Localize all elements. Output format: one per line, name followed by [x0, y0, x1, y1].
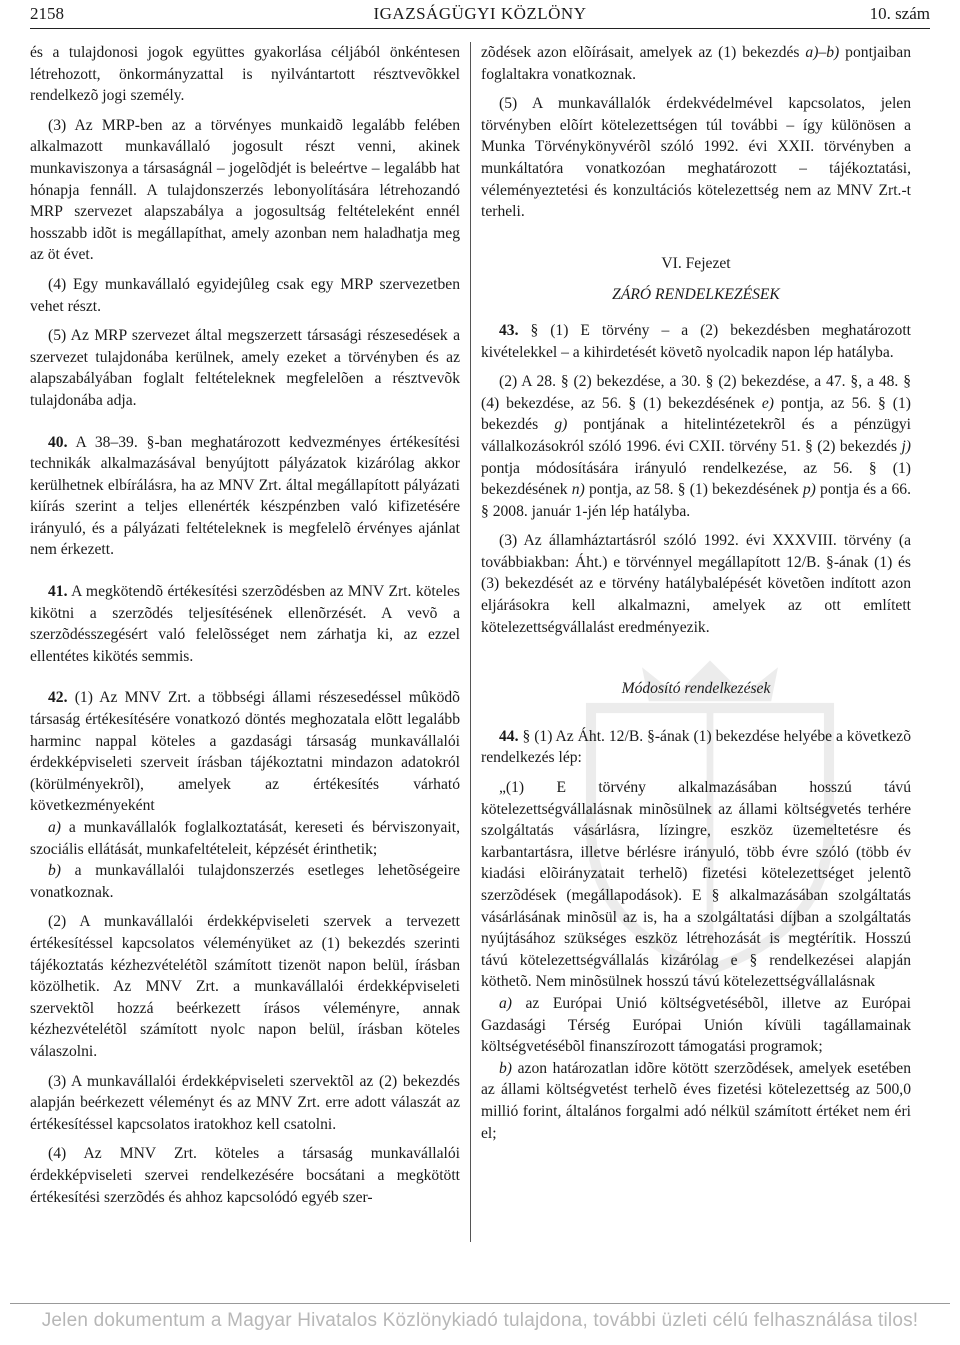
section-sign-icon: § [146, 433, 155, 451]
page-header [30, 2, 930, 29]
subsection-heading: Módosító rendelkezések [621, 680, 771, 698]
list-item [30, 817, 460, 860]
section-number: 41. [48, 583, 68, 601]
chapter-title: ZÁRÓ RENDELKEZÉSEK [612, 286, 780, 304]
text-run: g) [554, 416, 568, 434]
text-run: a)–b) [805, 44, 840, 61]
list-text: a munkavállalói tulajdonszerzés esetleges lehetõségeire vonatkoznak. [30, 862, 460, 901]
paragraph: (4) Egy munkavállaló egyidejûleg csak egy MRP szervezetben vehet részt. [30, 275, 460, 315]
chapter-heading: VI. Fejezet [661, 254, 731, 272]
list-label: a) [48, 819, 61, 836]
page-number: 2158 [30, 4, 64, 23]
text-run: n) [571, 481, 585, 499]
section-text: (1) Az Áht. 12/B. §-ának (1) bekezdése helyébe a következõ rendelkezés lép: [481, 727, 912, 767]
section-text: -ban meghatározott kedvezményes értékesítési technikák alkalmazásával benyújtott pályázatok kizárólag akkor kerülhetnek elbírálásra, ha az MNV Zrt. által megállapított pályázati kiírás szerint a teljes ellenérték készpénzben való kifizetésére irányuló, és a pályázati feltételeknek is megfelelõ érvényes ajánlat nem érkezett. [30, 433, 460, 559]
section-number: 44. [499, 727, 519, 745]
list-text: a munkavállalók foglalkoztatását, kereseti és bérviszonyait, szociális ellátását, munkafeltételeit, képzését érinthetik; [30, 819, 460, 858]
paragraph: (4) Az MNV Zrt. köteles a társaság munkavállalói érdekképviseleti szervei rendelkezésére bocsátani a megkötött értékesítési szerzõdés és ahhoz kapcsolódó egyéb szer- [30, 1145, 460, 1206]
paragraph [481, 42, 911, 85]
text-run: (2) A 28. § (2) bekezdése, a 30. § (2) bekezdése, a 47. §, a 48. § (4) bekezdése, az 56. § (1) bekezdésének [481, 373, 911, 412]
list-label: b) [499, 1059, 512, 1077]
section-ref: (1) Az MNV Zrt. [74, 689, 191, 707]
section-41 [30, 581, 460, 667]
section-42 [30, 687, 460, 817]
text-run: p) [802, 481, 816, 499]
paragraph: (5) Az MRP szervezet által megszerzett társasági részesedések a szervezet tulajdonába kerülnek, amely ezeket a törvényben és az alapszabályában foglalt feltételeknek megfelelõen a résztvevõk tulajdonába adja. [30, 327, 460, 409]
text-run: pontja módosítására irányuló rendelkezése, az 56. § (1) bekezdésének [481, 459, 911, 499]
list-item [481, 1058, 911, 1144]
section-number: 43. [499, 321, 519, 339]
section-sign-icon: § [522, 727, 531, 745]
text-run: zõdések azon elõírásait, amelyek az (1) bekezdés [481, 44, 800, 61]
text-run: e) [761, 394, 774, 412]
paragraph [481, 371, 911, 522]
paragraph: (3) Az államháztartásról szóló 1992. évi XXXVIII. törvény (a továbbiakban: Áht.) e törvénnyel megállapított 12/B. §-ának (1) és (3) bekezdését az e törvény hatálybalépését követõen indított azon eljárásokra kell alkalmazni, amelyek az ott említett kötelezettségvállalást eredményezik. [481, 532, 911, 636]
text-run: pontja, az 56. § (1) bekezdés [481, 394, 911, 434]
text-run: pontjának a hitelintézetekrõl és a pénzügyi vállalkozásokról szóló 1996. évi CXII. törvény 51. § (2) bekezdés [481, 416, 911, 455]
section-number: 42. [48, 689, 68, 707]
quoted-paragraph: „(1) E törvény alkalmazásában hosszú távú kötelezettségvállalásnak minõsülnek az állami költségvetés terhére szolgáltatás vásárlásra, lízingre, eszköz üzemeltetésre és karbantartásra, illetve bérlésre irányuló, több évre szóló (több év kiadási elõirányzatait terhelõ) fizetési kötelezettséget jelentõ szerzõdések (megállapodások). E § alkalmazásában szolgáltatás vásárlásának minõsül az is, ha a szolgáltatási díjban a szolgáltatás nyújtásához szükséges eszköz létrehozását is megtérítik. Hosszú távú kötelezettségvállalás kizárólag e § rendelkezései alapján köthetõ. Nem minõsülnek hosszú távú kötelezettségvállalásnak [481, 779, 911, 991]
paragraph: (2) A munkavállalói érdekképviseleti szervek a tervezett értékesítéssel kapcsolatos véleményüket az (1) bekezdés szerinti tájékoztatás kézhezvételétõl számított tizenöt napon belül, írásban közölhetik. Az MNV Zrt. a munkavállalói érdekképviseleti szervektõl hozzá beérkezett írásos véleményre, annak kézhezvételétõl számított nyolc napon belül, írásban köteles válaszolni. [30, 913, 460, 1060]
left-column [30, 42, 460, 1216]
list-text: azon határozatlan idõre kötött szerzõdések, amelyek esetében az állami költségvetést terhelõ éves fizetési kötelezettség az 500,0 millió forint, általános forgalmi adó nélkül számított értéket nem éri el; [481, 1059, 911, 1142]
text-run: pontja és a 66. § 2008. január 1-jén lép hatályba. [481, 481, 911, 520]
paragraph: (3) A munkavállalói érdekképviseleti szervektõl az (2) bekezdés alapján beérkezett véleményt és az MNV Zrt. erre adott válaszát az értékesítéssel kapcsolatos iratokhoz kell csatolni. [30, 1072, 460, 1133]
list-item [30, 860, 460, 903]
paragraph: (5) A munkavállalók érdekvédelmével kapcsolatos, jelen törvényben elõírt kötelezettségen túl további – így különösen a Munka Törvénykönyvérõl szóló 1992. évi XXII. törvényben a munkáltatóra vonatkozóan meghatározott – tájékoztatási, véleményeztetési és konzultációs kötelezettség nem az MNV Zrt.-t terheli. [481, 95, 911, 221]
section-text: a többségi állami részesedéssel mûködõ társaság értékesítésére vonatkozó döntés meghozatala elõtt legalább harminc nappal köteles a gazdasági társaság munkavállalói érdekképviseleti szerveit írásban tájékoztatni mindazon adatokról (körülményekrõl), amelyek az értékesítés várható következményeként [30, 689, 460, 815]
section-text: A megkötendõ értékesítési szerzõdésben az MNV Zrt. köteles kikötni a szerzõdés teljesítésének ellenõrzését. A vevõ a szerzõdésszegésért való felelõsséget nem zárhatja ki, az ezzel ellentétes kikötés semmis. [30, 583, 461, 665]
section-number: 40. [48, 433, 68, 451]
list-item [481, 993, 911, 1058]
list-text: az Európai Unió költségvetésébõl, illetve az Európai Gazdasági Térség Európai Unión kívüli tagállamainak költségvetésébõl finanszírozott támogatási programok; [481, 994, 911, 1056]
paragraph: és a tulajdonosi jogok együttes gyakorlása céljából önkéntesen létrehozott, önkormányzattal is nyilvántartott résztvevõkkel rendelkezõ jogi személy. [30, 44, 460, 105]
paragraph: (3) Az MRP-ben az a törvényes munkaidõ legalább felében alkalmazott munkavállaló jogosult részt venni, akinek munkaviszonya a társaságnál – jogelõdjét is beleértve – legalább hat hónapja fennáll. A tulajdonszerzés lebonyolítására létrehozandó MRP szervezet alapszabálya a jogosultság feltételeként ennél hosszabb idõt is megállapíthat, amely azonban nem haladhatja meg az öt évet. [30, 116, 460, 264]
footer-notice: Jelen dokumentum a Magyar Hivatalos Közlönykiadó tulajdona, további üzleti célú felhasználása tilos! [41, 1310, 919, 1331]
journal-title: IGAZSÁGÜGYI KÖZLÖNY [373, 4, 587, 23]
section-40 [30, 432, 460, 562]
section-sign-icon: § [530, 321, 539, 339]
list-label: a) [499, 994, 512, 1012]
column-divider [470, 42, 471, 1242]
section-ref: A 38–39. [75, 433, 138, 451]
section-43 [481, 320, 911, 363]
text-run: pontjaiban foglaltakra vonatkoznak. [481, 44, 911, 83]
section-text: (1) E törvény – a (2) bekezdésben meghatározott kivételekkel – a kihirdetését követõ nyolcadik napon lép hatályba. [481, 321, 912, 361]
text-run: j) [901, 437, 911, 455]
footer-divider [10, 1303, 950, 1304]
right-column [481, 42, 911, 1144]
section-44 [481, 726, 911, 769]
list-label: b) [48, 862, 61, 880]
text-run: pontja, az 58. § (1) bekezdésének [588, 481, 799, 499]
issue-number: 10. szám [869, 4, 930, 23]
